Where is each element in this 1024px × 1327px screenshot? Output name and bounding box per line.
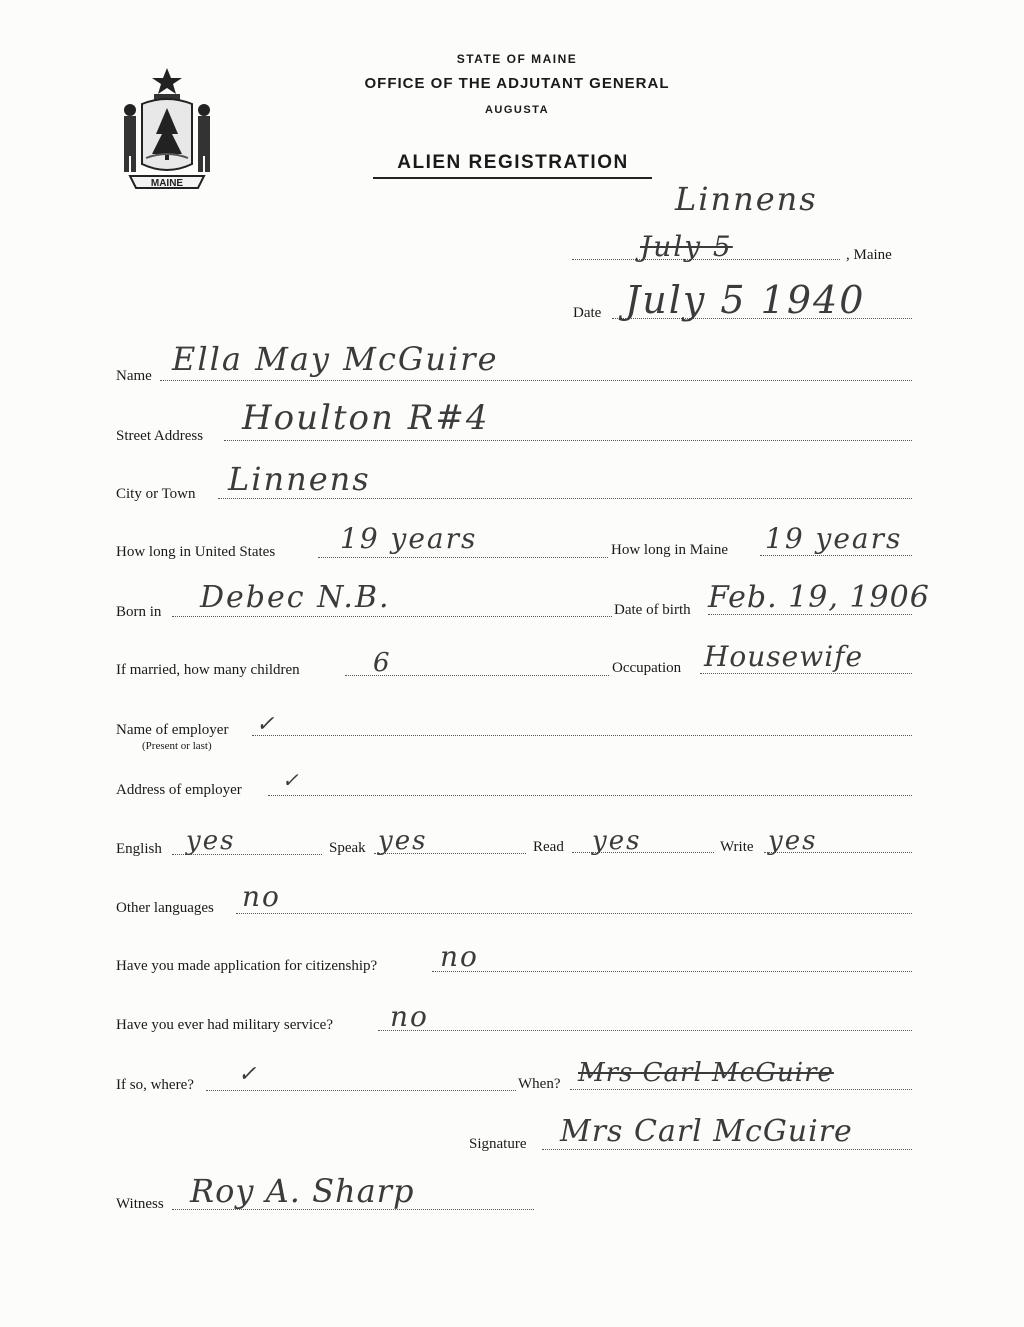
employer-line <box>252 735 912 736</box>
where-value: ✓ <box>238 1062 259 1087</box>
military-line <box>378 1030 912 1031</box>
employer-address-value: ✓ <box>282 768 301 792</box>
name-value: Ella May McGuire <box>172 340 499 378</box>
military-label: Have you ever had military service? <box>116 1017 333 1033</box>
us-duration-line <box>318 557 608 558</box>
military-value: no <box>390 1000 429 1033</box>
english-label: English <box>116 841 162 857</box>
seal-text: MAINE <box>150 178 184 189</box>
signature-label: Signature <box>469 1136 527 1152</box>
other-languages-line <box>236 913 912 914</box>
date-label: Date <box>573 305 602 321</box>
occupation-label: Occupation <box>612 660 682 676</box>
citizenship-label: Have you made application for citizenship? <box>116 958 378 974</box>
maine-duration-line <box>760 555 912 556</box>
city-value: Linnens <box>228 460 371 498</box>
where-label: If so, where? <box>116 1077 194 1093</box>
other-languages-value: no <box>242 880 281 913</box>
us-duration-label: How long in United States <box>116 544 276 560</box>
born-value: Debec N.B. <box>200 580 391 615</box>
occupation-value: Housewife <box>704 640 864 673</box>
city-label: City or Town <box>116 486 196 502</box>
title-underline <box>373 177 652 179</box>
form-title: ALIEN REGISTRATION <box>397 152 629 173</box>
citizenship-line <box>432 971 912 972</box>
born-line <box>172 616 612 617</box>
when-label: When? <box>518 1076 561 1092</box>
name-line <box>160 380 912 381</box>
place-value: Linnens <box>675 180 818 218</box>
state-heading: STATE OF MAINE <box>456 52 578 66</box>
children-value: 6 <box>373 648 392 678</box>
city-heading: AUGUSTA <box>484 104 550 116</box>
english-value: yes <box>186 826 236 856</box>
place-struck-value: July 5 <box>640 230 733 263</box>
write-value: yes <box>768 826 818 856</box>
street-label: Street Address <box>116 428 204 444</box>
speak-label: Speak <box>329 840 366 856</box>
when-line <box>570 1089 912 1090</box>
other-languages-label: Other languages <box>116 900 214 916</box>
speak-value: yes <box>378 826 428 856</box>
write-label: Write <box>720 839 754 855</box>
read-value: yes <box>592 826 642 856</box>
employer-value: ✓ <box>256 712 277 737</box>
witness-label: Witness <box>116 1196 164 1212</box>
dob-value: Feb. 19, 1906 <box>708 580 930 615</box>
street-value: Houlton R#4 <box>242 398 490 438</box>
when-struck-value: Mrs Carl McGuire <box>578 1058 834 1088</box>
maine-duration-label: How long in Maine <box>611 542 729 558</box>
children-label: If married, how many children <box>116 662 300 678</box>
occupation-line <box>700 673 912 674</box>
street-line <box>224 440 912 441</box>
citizenship-value: no <box>440 940 479 973</box>
signature-value: Mrs Carl McGuire <box>560 1114 853 1149</box>
maine-label: , Maine <box>846 247 892 263</box>
where-line <box>206 1090 516 1091</box>
witness-value: Roy A. Sharp <box>190 1172 415 1210</box>
name-label: Name <box>116 368 152 384</box>
employer-address-line <box>268 795 912 796</box>
dob-label: Date of birth <box>614 602 691 618</box>
employer-label: Name of employer <box>116 722 229 738</box>
maine-duration-value: 19 years <box>765 522 903 555</box>
employer-sublabel: (Present or last) <box>142 740 212 752</box>
us-duration-value: 19 years <box>340 522 478 555</box>
signature-line <box>542 1149 912 1150</box>
employer-address-label: Address of employer <box>116 782 242 798</box>
office-heading: OFFICE OF THE ADJUTANT GENERAL <box>364 75 670 92</box>
date-value: July 5 1940 <box>625 278 866 322</box>
born-label: Born in <box>116 604 162 620</box>
read-label: Read <box>533 839 564 855</box>
city-line <box>218 498 912 499</box>
